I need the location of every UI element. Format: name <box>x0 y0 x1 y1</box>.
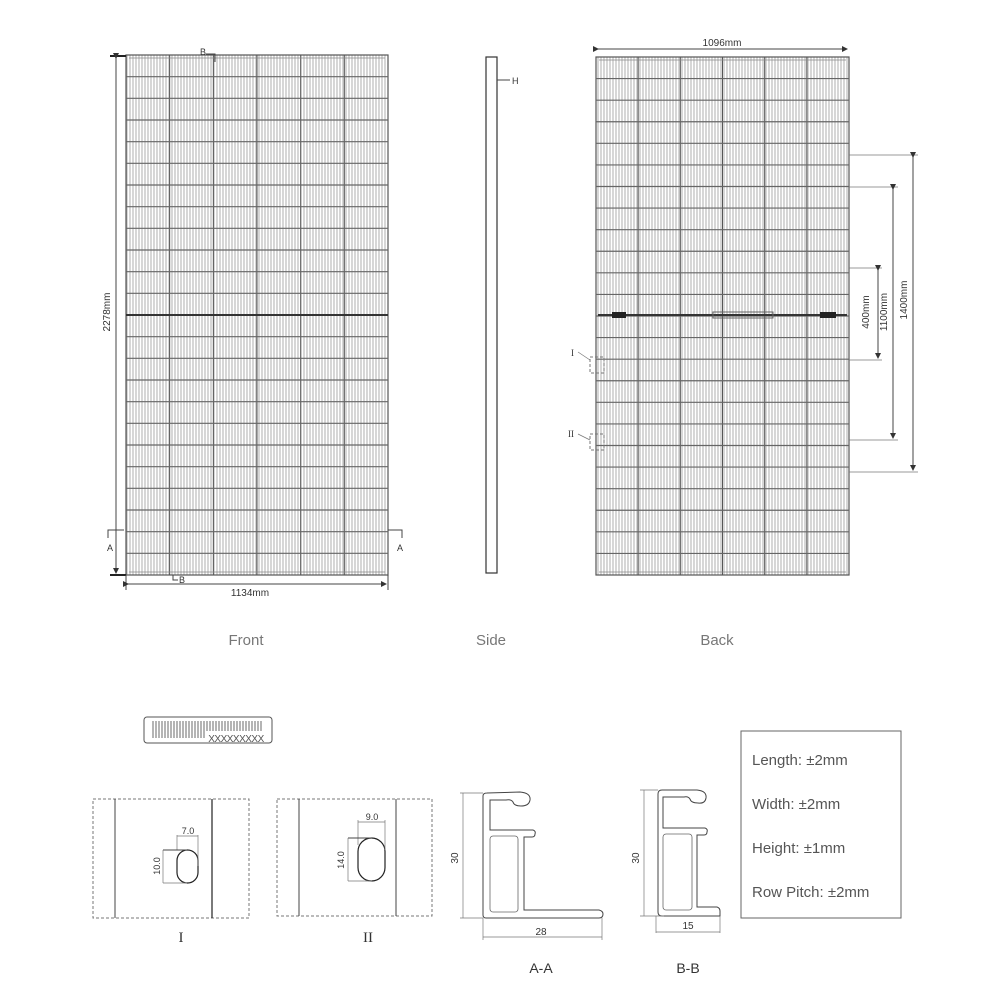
connector-left <box>612 312 626 318</box>
section-b-label-top: B <box>200 47 207 57</box>
detail-2-boundary <box>277 799 432 916</box>
section-aa-title: A-A <box>529 960 553 976</box>
section-a-label-left: A <box>107 543 114 553</box>
back-width-dimension-label: 1096mm <box>702 38 742 49</box>
section-bb-title: B-B <box>676 960 700 976</box>
label-plate-code: XXXXXXXXX <box>208 734 264 745</box>
detail-2-leader <box>578 434 590 440</box>
section-bb-height: 30 <box>631 852 642 864</box>
detail-1-marker-label: I <box>571 348 574 358</box>
width-dimension-label: 1134mm <box>230 588 270 599</box>
detail-1-title: I <box>178 930 184 946</box>
side-view-title: Side <box>475 632 507 649</box>
section-b-marker-bottom <box>173 575 178 580</box>
dim-1100-label: 1100mm <box>879 292 890 332</box>
mounting-hole-slot <box>358 838 385 881</box>
detail-2-width: 9.0 <box>365 812 379 822</box>
section-a-label-right: A <box>397 543 404 553</box>
tolerance-height: Height: ±1mm <box>752 840 846 857</box>
back-view <box>568 38 918 649</box>
side-view <box>476 57 519 649</box>
detail-2-height: 14.0 <box>336 851 346 869</box>
section-bb <box>631 790 720 976</box>
front-view-title: Front <box>228 632 264 649</box>
detail-1-height: 10.0 <box>152 857 162 875</box>
mounting-hole-slot <box>177 850 198 883</box>
detail-1-width: 7.0 <box>181 826 195 836</box>
detail-1-leader <box>578 352 590 360</box>
back-view-title: Back <box>700 632 734 649</box>
label-plate <box>144 717 272 745</box>
thickness-label: H <box>512 76 519 86</box>
section-aa-height: 30 <box>450 852 461 864</box>
frame-profile-bb <box>658 790 720 916</box>
tolerance-width: Width: ±2mm <box>752 796 841 813</box>
tolerance-length: Length: ±2mm <box>752 752 848 769</box>
detail-2-marker-label: II <box>568 429 574 439</box>
side-panel-outline <box>486 57 497 573</box>
tolerance-table <box>741 731 901 918</box>
detail-2 <box>277 799 432 946</box>
section-aa-width: 28 <box>535 927 547 938</box>
section-a-marker-right <box>388 530 402 538</box>
section-b-label-bottom: B <box>179 575 186 585</box>
front-view <box>102 47 403 649</box>
dim-400-label: 400mm <box>861 295 872 329</box>
section-bb-width: 15 <box>682 921 694 932</box>
detail-2-title: II <box>363 930 373 946</box>
dim-1400-label: 1400mm <box>899 280 910 320</box>
frame-profile-aa <box>483 792 603 918</box>
detail-1-boundary <box>93 799 249 918</box>
height-dimension-label: 2278mm <box>102 292 113 332</box>
tolerance-row-pitch: Row Pitch: ±2mm <box>752 884 870 901</box>
connector-right <box>820 312 836 318</box>
section-aa <box>450 792 603 976</box>
detail-1 <box>93 799 249 946</box>
